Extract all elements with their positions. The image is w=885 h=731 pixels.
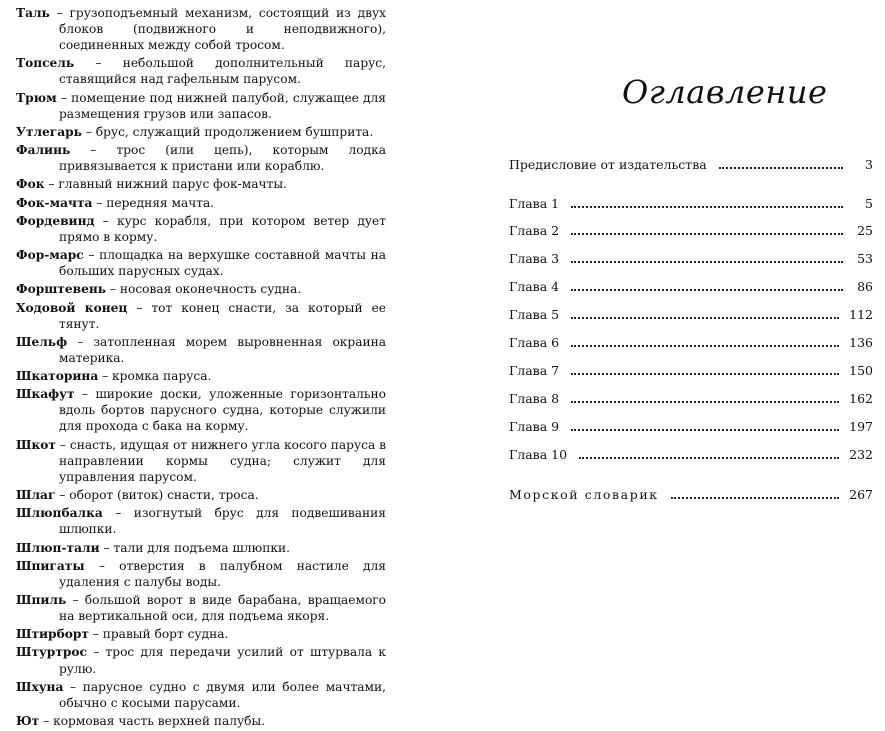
glossary-definition: – изогнутый брус для подвешивания шлюпки. (59, 506, 386, 537)
glossary-definition: – трос для передачи усилий от штурвала к рулю. (59, 645, 386, 676)
glossary-entry (16, 55, 386, 87)
toc-entry-chapter-9[interactable] (509, 418, 873, 436)
glossary-entry (16, 247, 386, 279)
toc-entry-page: 197 (849, 419, 873, 434)
glossary-term: Топсель (16, 56, 75, 71)
toc-leader-dots (571, 289, 843, 291)
toc-entry-page: 3 (865, 157, 873, 172)
toc-entry-chapter-4[interactable] (509, 278, 873, 296)
toc-entry-page: 136 (849, 335, 873, 350)
glossary-definition: – большой ворот в виде барабана, вращаемого на вертикальной оси, для подъема якоря. (59, 592, 386, 624)
toc-entry-page: 232 (849, 447, 873, 462)
glossary-entry (16, 626, 386, 642)
glossary-definition: – парусное судно с двумя или более мачтами, обычно с косыми парусами. (59, 679, 386, 710)
glossary-term: Шхуна (16, 679, 64, 694)
glossary-definition: – помещение под нижней палубой, служащее для размещения грузов или запасов. (56, 90, 386, 121)
glossary-term: Шпигаты (16, 558, 85, 573)
toc-leader-dots (571, 429, 839, 431)
glossary-term: Фордевинд (16, 213, 95, 228)
toc-entry-chapter-6[interactable] (509, 334, 873, 352)
glossary-definition: – курс корабля, при котором ветер дует прямо в корму. (59, 213, 386, 244)
toc-entry-page: 53 (857, 251, 873, 266)
glossary-entry (16, 487, 386, 503)
toc-leader-dots (571, 317, 839, 319)
toc-entry-chapter-1[interactable] (509, 195, 873, 213)
glossary-definition: – площадка на верхушке составной мачты на больших парусных судах. (59, 248, 386, 279)
glossary-term: Фалинь (16, 143, 71, 158)
glossary-definition: – широкие доски, уложенные горизонтально вдоль бортов парусного судна, которые служили для прохода с бака на корму. (59, 387, 386, 434)
toc-entry-title: Глава 10 (509, 447, 568, 462)
glossary-term: Ют (16, 714, 40, 728)
glossary-definition: – главный нижний парус фок-мачты. (44, 177, 287, 192)
glossary-term: Шкафут (16, 387, 75, 402)
toc-entry-page: 150 (849, 363, 873, 378)
toc-entry-page: 112 (849, 307, 873, 322)
glossary-term: Фок (16, 177, 45, 192)
glossary-definition: – оборот (виток) снасти, троса. (55, 488, 259, 503)
toc-leader-dots (571, 206, 843, 208)
glossary-definition: – брус, служащий продолжением бушприта. (81, 124, 374, 139)
glossary-list (16, 5, 386, 731)
glossary-term: Фор-марс (16, 248, 84, 263)
glossary-term: Шлюп-тали (16, 540, 100, 555)
glossary-entry (16, 713, 386, 729)
toc-entry-preface[interactable] (509, 156, 873, 174)
toc-leader-dots (719, 167, 843, 169)
glossary-term: Таль (16, 6, 50, 20)
glossary-term: Шельф (16, 334, 68, 349)
toc-entry-title: Глава 5 (509, 307, 560, 322)
glossary-term: Ходовой конец (16, 300, 128, 315)
toc-heading: Оглавление (622, 73, 828, 111)
glossary-definition: – правый борт судна. (88, 627, 229, 642)
toc-entry-page: 267 (849, 487, 873, 502)
glossary-term: Шкаторина (16, 369, 99, 384)
toc-leader-dots (571, 401, 839, 403)
glossary-term: Шпиль (16, 592, 67, 607)
toc-leader-dots (571, 345, 839, 347)
toc-entry-chapter-8[interactable] (509, 390, 873, 408)
glossary-definition: – тот конец снасти, за который ее тянут. (59, 300, 386, 331)
glossary-entry (16, 386, 386, 434)
toc-entry-title: Глава 4 (509, 279, 560, 294)
toc-entry-title: Морской словарик (509, 487, 659, 502)
toc-entry-chapter-7[interactable] (509, 362, 873, 380)
glossary-term: Форштевень (16, 282, 107, 297)
toc-entry-page: 86 (857, 279, 873, 294)
glossary-entry (16, 558, 386, 590)
toc-entry-chapter-10[interactable] (509, 446, 873, 464)
glossary-entry (16, 368, 386, 384)
glossary-entry (16, 300, 386, 332)
toc-entry-page: 5 (865, 196, 873, 211)
glossary-term: Шлаг (16, 488, 56, 503)
toc-entry-title: Глава 1 (509, 196, 560, 211)
glossary-definition: – грузоподъемный механизм, состоящий из двух блоков (подвижного и неподвижного), соединенных между собой тросом. (49, 6, 386, 53)
toc-entry-title: Глава 6 (509, 335, 560, 350)
toc-entry-title: Предисловие от издательства (509, 157, 707, 172)
toc-entry-title: Глава 2 (509, 223, 560, 238)
toc-entry-chapter-3[interactable] (509, 250, 873, 268)
glossary-entry (16, 124, 386, 140)
toc-leader-dots (571, 233, 843, 235)
toc-page (509, 0, 875, 636)
glossary-definition: – небольшой дополнительный парус, ставящийся над гафельным парусом. (59, 56, 386, 87)
glossary-term: Штирборт (16, 627, 89, 642)
glossary-entry (16, 90, 386, 122)
glossary-definition: – тали для подъема шлюпки. (99, 540, 290, 555)
glossary-definition: – отверстия в палубном настиле для удаления с палубы воды. (59, 558, 386, 589)
glossary-entry (16, 281, 386, 297)
toc-entry-page: 162 (849, 391, 873, 406)
toc-entry-chapter-5[interactable] (509, 306, 873, 324)
glossary-definition: – передняя мачта. (92, 195, 215, 210)
toc-entry-title: Глава 3 (509, 251, 560, 266)
glossary-term: Трюм (16, 90, 57, 105)
glossary-definition: – кормовая часть верхней палубы. (39, 714, 266, 728)
glossary-term: Шкот (16, 437, 56, 452)
glossary-entry (16, 5, 386, 53)
toc-entry-glossary[interactable] (509, 486, 873, 504)
glossary-definition: – носовая оконечность судна. (106, 282, 302, 297)
glossary-entry (16, 142, 386, 174)
glossary-term: Утлегарь (16, 124, 82, 139)
glossary-entry (16, 176, 386, 192)
glossary-entry (16, 195, 386, 211)
glossary-definition: – снасть, идущая от нижнего угла косого паруса в направлении кормы судна; служит для управления парусом. (55, 437, 386, 484)
glossary-entry (16, 540, 386, 556)
glossary-entry (16, 679, 386, 711)
toc-entry-chapter-2[interactable] (509, 222, 873, 240)
toc-leader-dots (579, 457, 839, 459)
glossary-entry (16, 505, 386, 537)
toc-entry-title: Глава 8 (509, 391, 560, 406)
glossary-definition: – затопленная морем выровненная окраина материка. (59, 334, 386, 365)
glossary-entry (16, 644, 386, 676)
glossary-entry (16, 437, 386, 485)
toc-entry-title: Глава 9 (509, 419, 560, 434)
toc-entry-title: Глава 7 (509, 363, 560, 378)
glossary-definition: – кромка паруса. (98, 369, 212, 384)
toc-leader-dots (671, 497, 839, 499)
toc-leader-dots (571, 261, 843, 263)
glossary-term: Штуртрос (16, 645, 87, 660)
glossary-entry (16, 592, 386, 624)
glossary-term: Фок-мачта (16, 195, 93, 210)
toc-entry-page: 25 (857, 223, 873, 238)
glossary-term: Шлюпбалка (16, 506, 103, 521)
glossary-entry (16, 213, 386, 245)
toc-leader-dots (571, 373, 839, 375)
glossary-entry (16, 334, 386, 366)
glossary-definition: – трос (или цепь), которым лодка привязывается к пристани или кораблю. (59, 143, 386, 174)
